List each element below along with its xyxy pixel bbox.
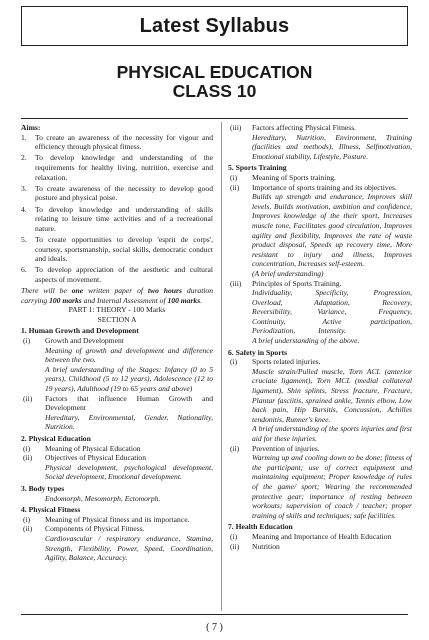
paper-note: There will be one written paper of two hours duration carrying 100 marks and Internal Assessment of 100 marks.: [21, 286, 214, 305]
topic-7-item-ii: (ii) Nutrition: [230, 541, 280, 551]
training-principles-grid: [228, 288, 412, 336]
topic-1-item-ii-desc: Hereditary, Environmental, Gender, Nationality, Nutrition.: [45, 412, 213, 432]
right-column: [228, 123, 412, 551]
principle-term: Intensity.: [318, 326, 346, 336]
topic-2-item-ii-desc: Physical development, psychological development, Social development, Emotional development.: [45, 462, 213, 482]
principle-term: participation,: [370, 316, 412, 326]
aim-number: 3.: [21, 183, 27, 193]
aim-text: To create opportunities to develop 'esprit de corps', courtesy, sportsmanship, social skills, democratic conduct and ideals.: [35, 234, 213, 264]
principle-term: Progression,: [373, 288, 412, 298]
aim-number: 1.: [21, 132, 27, 142]
principle-term: Continuity,: [252, 316, 286, 326]
subject-title: PHYSICAL EDUCATION: [116, 62, 313, 82]
left-column: [21, 123, 213, 563]
topic-4-item-iii: (iii) Factors affecting Physical Fitness.: [230, 123, 357, 132]
principle-term: Active: [322, 316, 342, 326]
aim-item: [21, 184, 213, 203]
principle-term: Overload,: [252, 297, 283, 307]
principle-term: Frequency,: [378, 307, 412, 317]
aim-item: [21, 265, 213, 284]
aims-list: [21, 133, 213, 285]
topic-2-title: 2. Physical Education: [21, 433, 91, 443]
topic-6-item-i-note: A brief understanding of the sports injuries and first aid for these injuries.: [252, 424, 412, 443]
topic-7-item-i: (i) Meaning and Importance of Health Education: [230, 531, 392, 541]
topic-6-title: 6. Safety in Sports: [228, 347, 288, 357]
topic-5-item-i: (i) Meaning of Sports training.: [230, 172, 336, 182]
top-rule: [21, 118, 408, 119]
principle-term: Periodization,: [252, 326, 296, 336]
aim-number: 5.: [21, 234, 27, 244]
topic-5-item-ii-note: (A brief understanding): [252, 268, 324, 278]
principles-row: [228, 298, 412, 308]
topic-3-title: 3. Body types: [21, 483, 65, 493]
principle-term: Adaptation,: [314, 297, 350, 307]
topic-1-item-i-desc-1: Meaning of growth and development and difference between the two.: [45, 345, 213, 365]
section-a-heading: SECTION A: [97, 314, 137, 324]
aim-text: To develop appreciation of the aesthetic and cultural aspects of movement.: [35, 265, 213, 284]
column-divider: [221, 122, 222, 611]
aim-item: [21, 235, 213, 264]
aim-item: [21, 133, 213, 152]
topic-4-item-ii-desc: Cardiovascular / respiratory endurance, Stamina, Strength, Flexibility, Power, Speed, Coordination, Agility, Balance, Accuracy.: [45, 533, 213, 563]
topic-2-item-ii: (ii) Objectives of Physical Education: [23, 453, 147, 463]
principles-row: [228, 326, 412, 336]
topic-6-item-ii: (ii) Prevention of injuries.: [230, 443, 320, 453]
topic-6-item-i: (i) Sports related injuries.: [230, 357, 321, 367]
principle-term: Specificity,: [315, 288, 349, 298]
topic-1-item-i-desc-2: A brief understanding of the Stages: Infancy (0 to 5 years), Childhood (5 to 12 years), Adolescence (12 to 19 years), Adulthood (19 to 65 years and above): [45, 364, 213, 393]
principle-term: Reversibility,: [252, 307, 292, 317]
part-1-heading: PART 1: THEORY - 100 Marks: [68, 305, 166, 315]
topic-4-item-i: (i) Meaning of Physical fitness and its importance.: [23, 514, 190, 524]
topic-2-item-i: (i) Meaning of Physical Education: [23, 443, 141, 453]
aim-text: To create awareness of the necessity to develop good posture and physical poise.: [35, 183, 213, 203]
topic-4-item-ii: (ii) Components of Physical Fitness.: [23, 524, 145, 534]
topic-6-item-i-desc: Muscle strain/Pulled muscle, Torn ACL (anterior cruciate ligament), Torn MCL (medial collateral ligament), Shin splints, Stress fracture, Fracture, Plantar fasciitis, sprained ankle, Tennis elbow, Low back pain, Hip Bursitis, Concussion, Achilles tendonitis, Runner's knee.: [252, 366, 412, 424]
aim-text: To develop knowledge and understanding of skills relating to leisure time activities and of a recreational nature.: [35, 204, 213, 233]
principles-row: [228, 307, 412, 317]
page-number: ( 7 ): [206, 622, 223, 633]
principle-term: Individuality,: [252, 288, 293, 298]
topic-4-item-iii-desc: Hereditary, Nutrition, Environment, Training (facilities and methods), Illness, Selfmotivation, Emotional stability, Lifestyle, Posture.: [252, 132, 412, 161]
topic-5-item-ii-desc: Builds up strength and endurance, Improves skill levels, Builds motivation, ambition and confidence, Improves knowledge of the their sport, Increases muscle tone, Facilitates good circulation, Improves agility and flexibility, Improves the rate of waste product disposal, Speeds up recovery time, More resistant to injury and illness, Improves concentration, Increases self-esteem.: [252, 192, 412, 269]
syllabus-banner: Latest Syllabus: [21, 6, 408, 46]
topic-5-title: 5. Sports Training: [228, 163, 287, 173]
topic-1-item-ii: (ii) Factors that influence Human Growth and Development: [23, 393, 213, 413]
aim-number: 2.: [21, 153, 27, 163]
principle-term: Variance,: [317, 307, 347, 317]
aim-number: 6.: [21, 265, 27, 275]
aim-text: To create an awareness of the necessity for vigour and efficiency through physical fitness.: [35, 132, 213, 152]
aim-item: [21, 153, 213, 182]
topic-1-title: 1. Human Growth and Development: [21, 326, 139, 336]
topic-7-title: 7. Health Education: [228, 522, 293, 532]
topic-5-item-iii: (iii) Principles of Sports Training.: [230, 278, 342, 288]
subject-heading: [0, 63, 429, 101]
principle-term: Recovery,: [382, 297, 412, 307]
aim-number: 4.: [21, 204, 27, 214]
bottom-rule: [21, 614, 408, 615]
topic-5-item-ii: (ii) Importance of sports training and its objectives.: [230, 182, 397, 192]
aim-text: To develop knowledge and understanding of the requirements for healthy living, nutrition, exercise and relaxation.: [35, 153, 213, 182]
topic-1-item-i: (i) Growth and Development: [23, 336, 124, 346]
principles-row: [228, 288, 412, 298]
topic-6-item-ii-desc: Warming up and cooling down to be done; fitness of the participant; use of correct equipment and maintaining equipment; Proper knowledge of rules of the game/ sport; Wearing the recommended protective gear; importance of resting between workouts; supervision of coach / teacher; proper training of skills and techniques; safe facilities.: [252, 453, 412, 520]
principles-row: [228, 317, 412, 327]
class-title: CLASS 10: [172, 81, 257, 101]
principle-term: [359, 326, 412, 336]
aim-item: [21, 205, 213, 234]
topic-5-item-iii-note: A brief understanding of the above.: [252, 336, 360, 346]
aims-title: Aims:: [21, 123, 41, 132]
topic-3-desc: Endomorph, Mesomorph, Ectomorph.: [45, 493, 161, 503]
topic-4-title: 4. Physical Fitness: [21, 505, 81, 515]
